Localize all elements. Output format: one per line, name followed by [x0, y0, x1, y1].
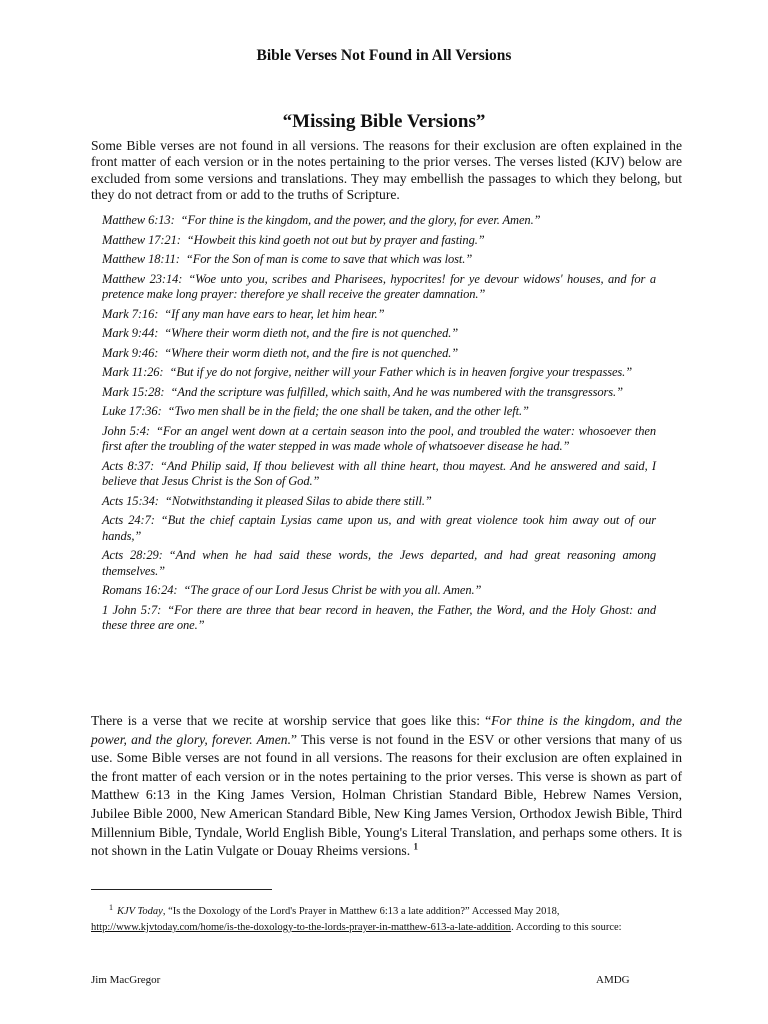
verse-item [102, 385, 656, 401]
body-quote: For thine is the kingdom, and the power, and the glory, forever. Amen. [91, 713, 682, 747]
verse-item [102, 272, 656, 303]
verse-reference: Acts 15:34: [102, 493, 159, 508]
verse-text: “And the scripture was fulfilled, which saith, And he was numbered with the transgressors.” [170, 384, 623, 399]
document-title: “Missing Bible Versions” [282, 111, 486, 132]
verse-item [102, 603, 656, 634]
verse-text: “Notwithstanding it pleased Silas to abide there still.” [164, 493, 432, 508]
footnote-link-line [91, 920, 682, 936]
verse-text: “But if ye do not forgive, neither will your Father which is in heaven forgive your trespasses.” [169, 365, 633, 379]
footer-author: Jim MacGregor [91, 974, 161, 986]
verse-text: “And Philip said, If thou believest with all thine heart, thou mayest. And he answered and said, I believe that Jesus Christ is the Son of God.” [102, 458, 656, 488]
verse-item [102, 233, 656, 249]
verse-item [102, 252, 656, 268]
verse-reference: Mark 15:28: [102, 384, 165, 399]
footer-right: AMDG [596, 974, 630, 986]
verse-text: “Where their worm dieth not, and the fire is not quenched.” [164, 326, 459, 340]
verse-reference: Acts 28:29: [102, 548, 163, 562]
footnote-tail: . According to this source: [511, 922, 622, 933]
verse-item [102, 307, 656, 323]
verse-text: “For the Son of man is come to save that which was lost.” [185, 252, 473, 266]
verse-item [102, 213, 656, 229]
body-lead: There is a verse that we recite at worship service that goes like this: “ [91, 713, 492, 728]
footnote-source: KJV Today [117, 906, 163, 917]
verse-reference: Matthew 18:11: [102, 252, 180, 266]
verse-item [102, 326, 656, 342]
header-title: Bible Verses Not Found in All Versions [256, 47, 512, 64]
verse-item [102, 346, 656, 362]
verse-text: “If any man have ears to hear, let him hear.” [164, 306, 385, 321]
verse-reference: Luke 17:36: [102, 404, 162, 418]
verse-item [102, 513, 656, 544]
footnote-number: 1 [109, 902, 113, 912]
verse-item [102, 404, 656, 420]
verse-reference: Mark 9:46: [102, 345, 159, 360]
verse-reference: Matthew 17:21: [102, 232, 181, 247]
footnote [91, 904, 682, 936]
verse-item [102, 583, 656, 599]
body-rest: ” This verse is not found in the ESV or other versions that many of us use. Some Bible verses are not found in all versions. The reasons for their exclusion are often explained in the front matter of each version or in the notes pertaining to the prior verses. This verse is shown as part of Matthew 6:13 in the King James Version, Holman Christian Standard Bible, Hebrew Names Version, Jubilee Bible 2000, New American Standard Bible, New King James Version, Orthodox Jewish Bible, Third Millennium Bible, Tyndale, World English Bible, Young's Literal Translation, and perhaps some others. It is not shown in the Latin Vulgate or Douay Rheims versions. [91, 731, 682, 859]
verse-reference: Acts 8:37: [102, 458, 155, 473]
verse-reference: Matthew 6:13: [102, 213, 175, 227]
verse-reference: Mark 11:26: [102, 365, 164, 379]
verse-item [102, 424, 656, 455]
verse-reference: Romans 16:24: [102, 583, 178, 597]
verse-reference: John 5:4: [102, 423, 150, 438]
verse-text: “And when he had said these words, the Jews departed, and had great reasoning among themselves.” [102, 548, 656, 578]
footnote-separator [91, 889, 272, 890]
verse-text: “Howbeit this kind goeth not out but by prayer and fasting.” [186, 232, 485, 247]
verse-item [102, 365, 656, 381]
verse-text: “But the chief captain Lysias came upon us, and with great violence took him away out of our hands,” [102, 513, 656, 543]
verse-text: “For an angel went down at a certain season into the pool, and troubled the water: whosoever then first after the troubling of the water stepped in was made whole of whatsoever disease he had.” [102, 423, 656, 453]
footnote-text: , “Is the Doxology of the Lord's Prayer in Matthew 6:13 a late addition?” Accessed May 2018, [162, 906, 560, 917]
footnote-line [91, 904, 682, 920]
verse-reference: Acts 24:7: [102, 513, 155, 527]
verse-item [102, 548, 656, 579]
verse-reference: 1 John 5:7: [102, 602, 162, 617]
verse-text: “Woe unto you, scribes and Pharisees, hypocrites! for ye devour widows' houses, and for a pretence make long prayer: therefore ye shall receive the greater damnation.” [102, 271, 657, 301]
intro-paragraph: Some Bible verses are not found in all versions. The reasons for their exclusion are often explained in the front matter of each version or in the notes pertaining to the prior verses. The verses listed (KJV) below are excluded from some versions and translations. They may embellish the passages to which they belong, but they do not detract from or add to the truths of Scripture. [91, 138, 682, 202]
verse-text: “Where their worm dieth not, and the fire is not quenched.” [164, 345, 459, 360]
verse-item [102, 459, 656, 490]
verse-item [102, 494, 656, 510]
verse-reference: Mark 7:16: [102, 306, 159, 321]
verse-text: “For there are three that bear record in heaven, the Father, the Word, and the Holy Ghost: and these three are one.” [102, 602, 656, 632]
verse-reference: Matthew 23:14: [102, 271, 183, 286]
verse-text: “For thine is the kingdom, and the power, and the glory, for ever. Amen.” [180, 213, 541, 227]
verse-list [102, 213, 656, 638]
verse-text: “The grace of our Lord Jesus Christ be with you all. Amen.” [183, 583, 482, 597]
body-paragraph [91, 712, 682, 861]
verse-reference: Mark 9:44: [102, 326, 159, 340]
verse-text: “Two men shall be in the field; the one shall be taken, and the other left.” [167, 404, 529, 418]
footnote-link[interactable]: http://www.kjvtoday.com/home/is-the-doxology-to-the-lords-prayer-in-matthew-613-a-late-addition [91, 922, 512, 933]
footnote-reference[interactable]: 1 [413, 841, 418, 852]
